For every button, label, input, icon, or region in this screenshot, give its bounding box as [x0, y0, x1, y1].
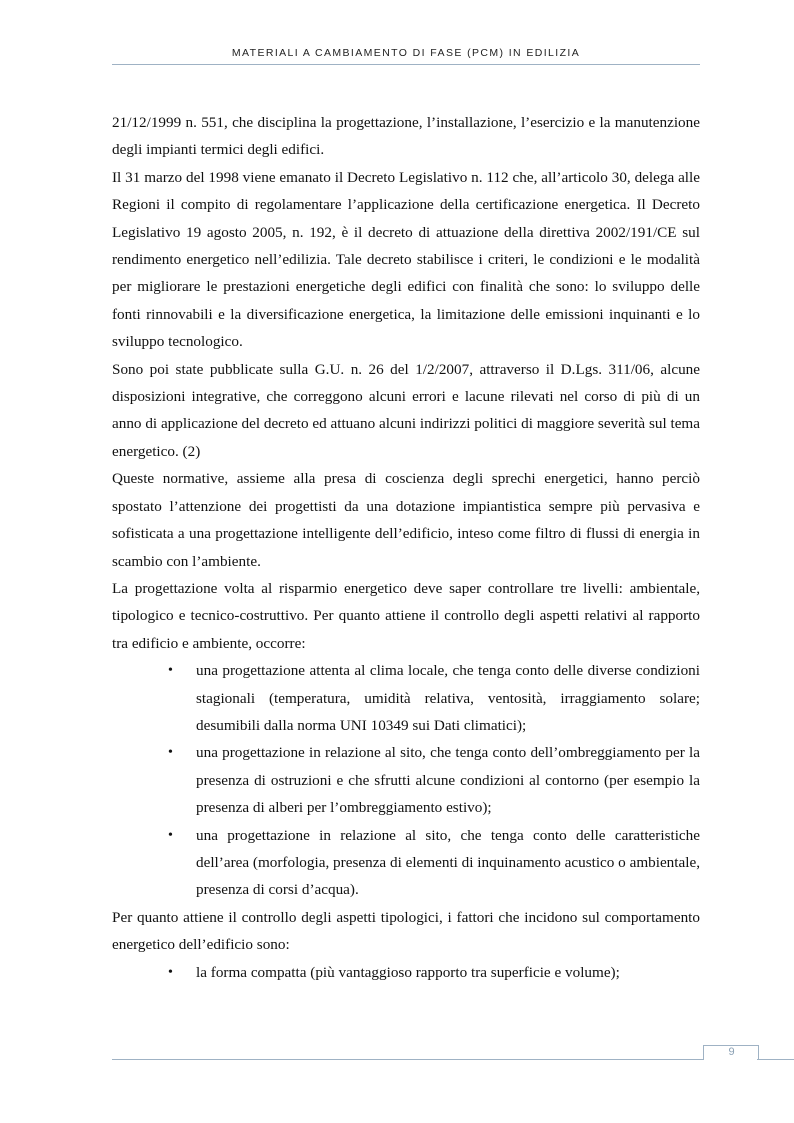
paragraph-6: Per quanto attiene il controllo degli aspetti tipologici, i fattori che incidono sul comportamento energetico dell’edificio sono:: [112, 908, 700, 954]
list-item-text: una progettazione attenta al clima locale, che tenga conto delle diverse condizioni stagionali (temperatura, umidità relativa, ventosità, irraggiamento solare; desumibili dalla norma UNI 10349 sui Dati climatici);: [196, 662, 700, 734]
typology-factors-list: [112, 959, 700, 986]
bullet-icon: •: [168, 663, 173, 679]
paragraph-4: Queste normative, assieme alla presa di coscienza degli sprechi energetici, hanno perciò spostato l’attenzione dei progettisti da una dotazione impiantistica sempre più pervasiva e sofisticata a una progettazione intelligente dell’edificio, inteso come filtro di flussi di energia in scambio con l’ambiente.: [112, 470, 700, 570]
bullet-icon: •: [168, 745, 173, 761]
list-item-text: la forma compatta (più vantaggioso rapporto tra superficie e volume);: [196, 963, 620, 981]
paragraph-1: 21/12/1999 n. 551, che disciplina la progettazione, l’installazione, l’esercizio e la manutenzione degli impianti termici degli edifici.: [112, 114, 700, 159]
list-item-text: una progettazione in relazione al sito, che tenga conto dell’ombreggiamento per la presenza di ostruzioni e che sfrutti alcune condizioni al contorno (per esempio la presenza di alberi per l’ombreggiamento estivo);: [196, 744, 700, 817]
paragraph-2: Il 31 marzo del 1998 viene emanato il Decreto Legislativo n. 112 che, all’articolo 30, delega alle Regioni il compito di regolamentare l’applicazione della certificazione energetica. Il Decreto Legislativo 19 agosto 2005, n. 192, è il decreto di attuazione della direttiva 2002/191/CE sul rendimento energetico nell’edilizia. Tale decreto stabilisce i criteri, le condizioni e le modalità per migliorare le prestazioni energetiche degli edifici con finalità che sono: lo sviluppo delle fonti rinnovabili e la diversificazione energetica, la limitazione delle emissioni inquinanti e lo sviluppo tecnologico.: [112, 168, 700, 351]
running-header: MATERIALI A CAMBIAMENTO DI FASE (PCM) IN EDILIZIA: [231, 47, 581, 59]
list-item: [112, 657, 700, 739]
page-body: [112, 109, 700, 986]
list-item: [112, 822, 700, 904]
bullet-icon: •: [168, 827, 173, 843]
paragraph-5: La progettazione volta al risparmio energetico deve saper controllare tre livelli: ambientale, tipologico e tecnico-costruttivo. Per quanto attiene il controllo degli aspetti relativi al rapporto tra edificio e ambiente, occorre:: [112, 579, 700, 652]
environment-criteria-list: [112, 657, 700, 904]
list-item: [112, 959, 700, 986]
list-item: [112, 739, 700, 821]
footer-divider-tail: [757, 1059, 794, 1060]
footer-divider: [112, 1059, 704, 1060]
header-divider: [112, 64, 700, 65]
list-item-text: una progettazione in relazione al sito, che tenga conto delle caratteristiche dell’area (morfologia, presenza di elementi di inquinamento acustico o ambientale, presenza di corsi d’acqua).: [196, 826, 700, 899]
page-number: 9: [728, 1046, 735, 1058]
bullet-icon: •: [168, 964, 173, 980]
paragraph-3: Sono poi state pubblicate sulla G.U. n. 26 del 1/2/2007, attraverso il D.Lgs. 311/06, alcune disposizioni integrative, che correggono alcuni errori e lacune rilevati nel corso di più di un anno di applicazione del decreto ed attuano alcuni indirizzi politici di maggiore severità sul tema energetico. (2): [112, 360, 700, 460]
